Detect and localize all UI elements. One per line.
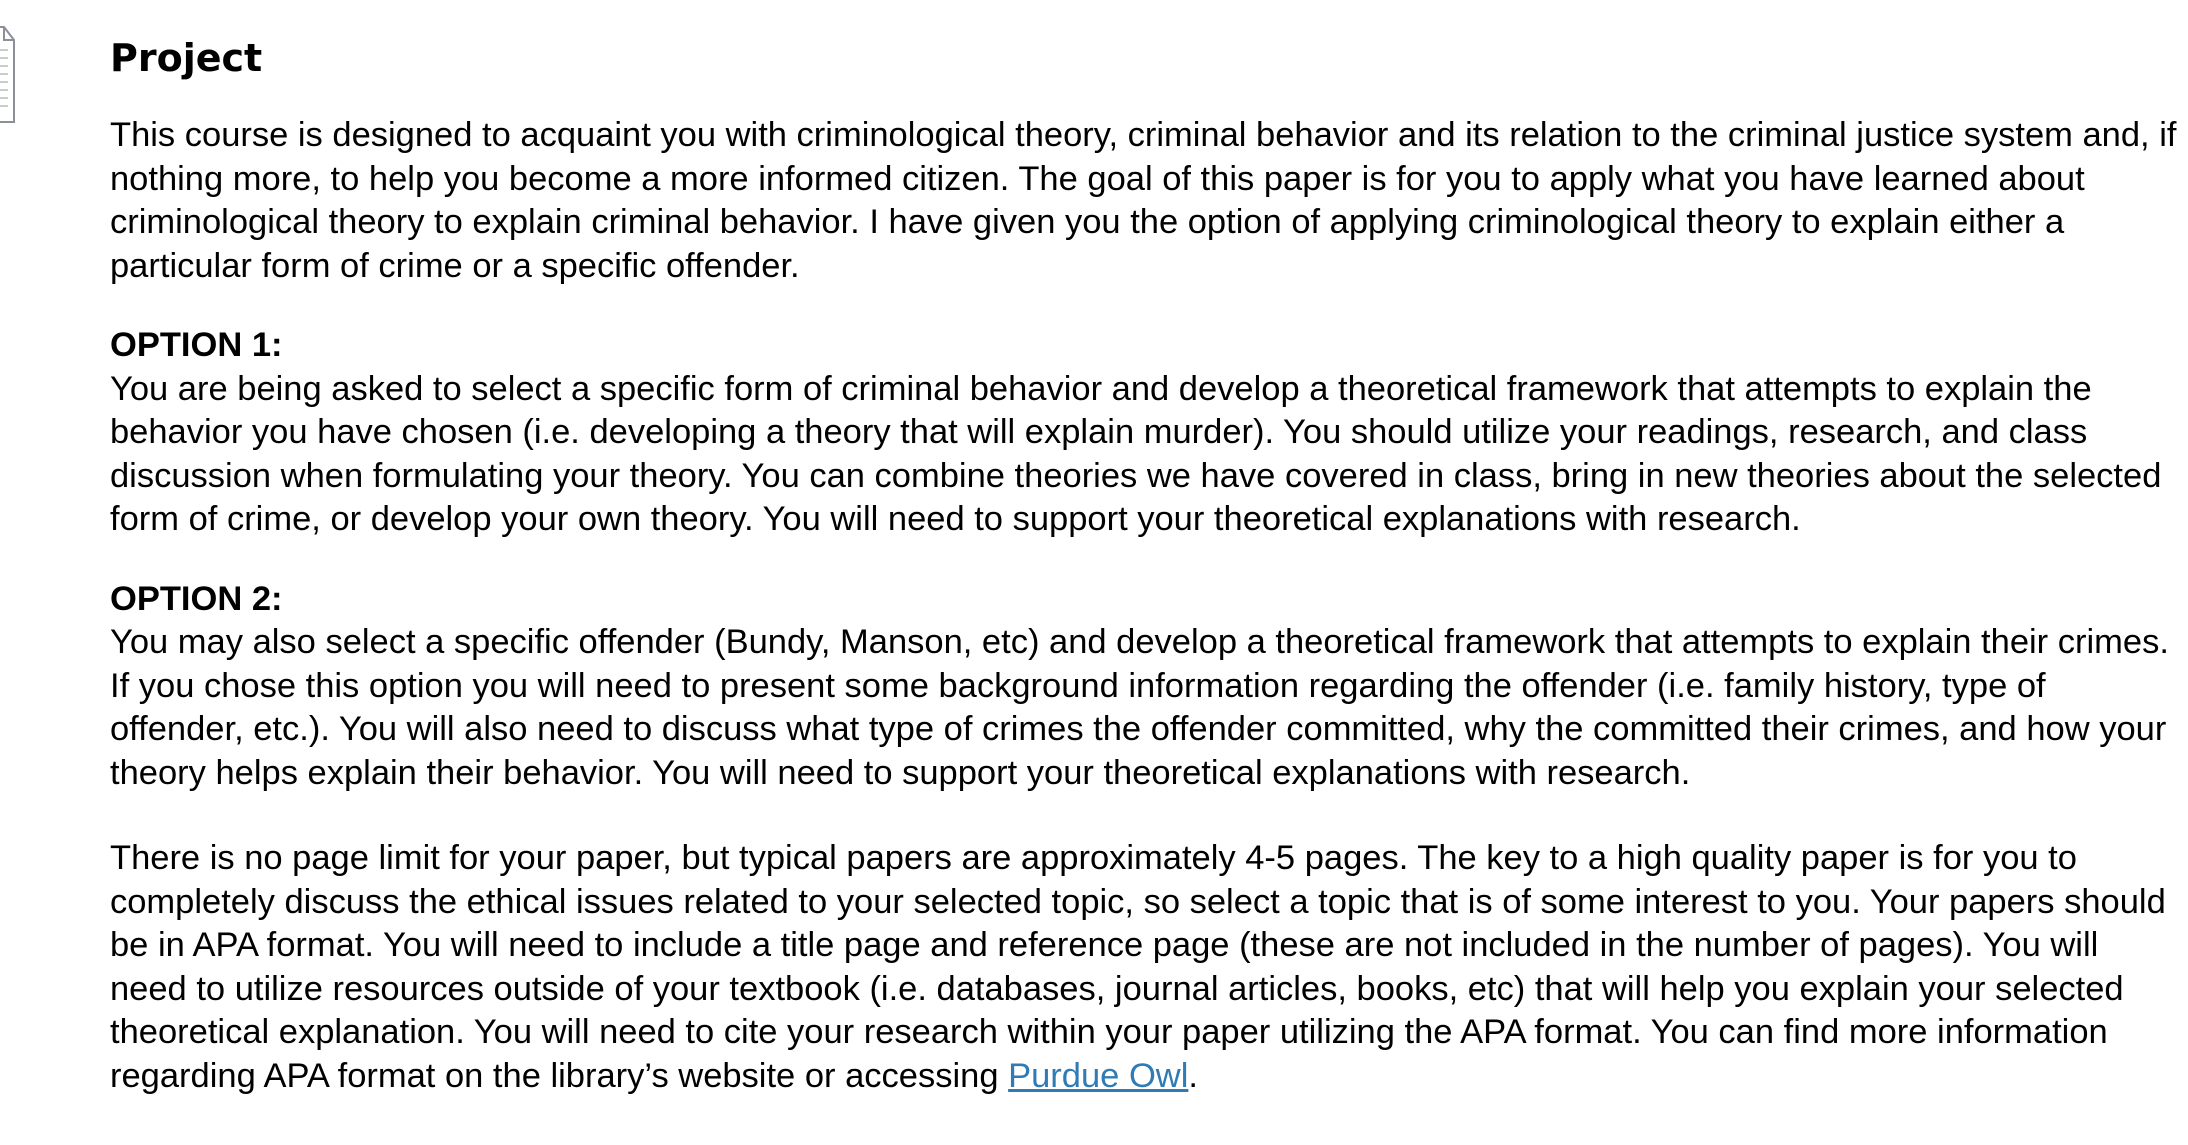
purdue-owl-link[interactable]: Purdue Owl — [1008, 1056, 1189, 1095]
option-2-heading: OPTION 2: — [110, 579, 283, 618]
document-icon — [0, 26, 18, 124]
option-1-body: You are being asked to select a specific form of criminal behavior and develop a theoretical framework that attempts to explain the behavior you have chosen (i.e. developing a theory that will explain murder). You should utilize your readings, research, and class discussion when formulating your theory. You can combine theories we have covered in class, bring in new theories about the selected form of crime, or develop your own theory. You will need to support your theoretical explanations with research. — [110, 369, 2162, 538]
closing-trailing: . — [1188, 1056, 1198, 1095]
closing-text: There is no page limit for your paper, but typical papers are approximately 4-5 pages. The key to a high quality paper is for you to completely discuss the ethical issues related to your selected topic, so select a topic that is of some interest to you. Your papers should be in APA format. You will need to include a title page and reference page (these are not included in the number of pages). You will need to utilize resources outside of your textbook (i.e. databases, journal articles, books, etc) that will help you explain your selected theoretical explanation. You will need to cite your research within your paper utilizing the APA format. You can find more information regarding APA format on the library’s website or accessing — [110, 839, 2166, 1095]
intro-paragraph: This course is designed to acquaint you with criminological theory, criminal behavior and its relation to the criminal justice system and, if nothing more, to help you become a more informed citizen. The goal of this paper is for you to apply what you have learned about criminological theory to explain criminal behavior. I have given you the option of applying criminological theory to explain either a particular form of crime or a specific offender. — [110, 116, 2177, 285]
option-2-body: You may also select a specific offender (Bundy, Manson, etc) and develop a theoretical framework that attempts to explain their crimes. If you chose this option you will need to present some background information regarding the offender (i.e. family history, type of offender, etc.). You will also need to discuss what type of crimes the offender committed, why the committed their crimes, and how your theory helps explain their behavior. You will need to support your theoretical explanations with research. — [110, 623, 2169, 792]
document-body — [110, 34, 2180, 1098]
page-title: Project — [110, 36, 263, 80]
closing-paragraph — [110, 837, 2180, 1098]
option-1-heading: OPTION 1: — [110, 326, 283, 364]
